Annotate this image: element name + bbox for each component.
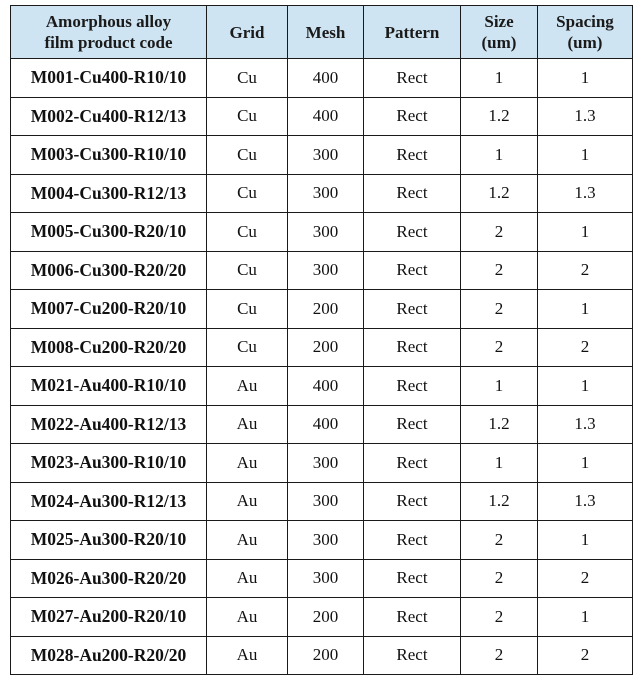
cell-pattern: Rect	[364, 444, 461, 483]
header-spacing	[538, 6, 633, 59]
cell-grid: Cu	[207, 251, 288, 290]
cell-spacing: 1	[538, 444, 633, 483]
cell-grid: Au	[207, 636, 288, 675]
table-row	[11, 328, 633, 367]
cell-mesh: 300	[288, 444, 364, 483]
cell-product-code: M022-Au400-R12/13	[11, 405, 207, 444]
cell-spacing: 2	[538, 636, 633, 675]
cell-size: 1.2	[461, 97, 538, 136]
cell-spacing: 1.3	[538, 174, 633, 213]
table-row	[11, 482, 633, 521]
cell-pattern: Rect	[364, 251, 461, 290]
cell-size: 2	[461, 559, 538, 598]
cell-pattern: Rect	[364, 213, 461, 252]
cell-size: 2	[461, 521, 538, 560]
cell-product-code: M028-Au200-R20/20	[11, 636, 207, 675]
cell-spacing: 1	[538, 367, 633, 406]
cell-spacing: 2	[538, 559, 633, 598]
cell-mesh: 400	[288, 367, 364, 406]
cell-grid: Au	[207, 405, 288, 444]
cell-size: 2	[461, 290, 538, 329]
header-size-line1: Size	[484, 12, 514, 31]
cell-grid: Cu	[207, 136, 288, 175]
table-row	[11, 59, 633, 98]
cell-pattern: Rect	[364, 290, 461, 329]
cell-size: 1.2	[461, 405, 538, 444]
cell-size: 1	[461, 367, 538, 406]
cell-mesh: 300	[288, 136, 364, 175]
header-spacing-line1: Spacing	[556, 12, 614, 31]
cell-size: 1.2	[461, 174, 538, 213]
cell-product-code: M003-Cu300-R10/10	[11, 136, 207, 175]
cell-size: 2	[461, 636, 538, 675]
cell-product-code: M008-Cu200-R20/20	[11, 328, 207, 367]
cell-size: 1.2	[461, 482, 538, 521]
table-row	[11, 521, 633, 560]
table-row	[11, 405, 633, 444]
cell-grid: Cu	[207, 328, 288, 367]
cell-product-code: M025-Au300-R20/10	[11, 521, 207, 560]
cell-pattern: Rect	[364, 328, 461, 367]
cell-pattern: Rect	[364, 482, 461, 521]
table-header	[11, 6, 633, 59]
cell-spacing: 1.3	[538, 405, 633, 444]
cell-mesh: 200	[288, 636, 364, 675]
cell-mesh: 200	[288, 290, 364, 329]
table-row	[11, 251, 633, 290]
cell-product-code: M021-Au400-R10/10	[11, 367, 207, 406]
cell-size: 1	[461, 136, 538, 175]
cell-mesh: 300	[288, 521, 364, 560]
table-row	[11, 213, 633, 252]
cell-product-code: M027-Au200-R20/10	[11, 598, 207, 637]
cell-pattern: Rect	[364, 521, 461, 560]
cell-pattern: Rect	[364, 598, 461, 637]
cell-grid: Au	[207, 559, 288, 598]
table-row	[11, 367, 633, 406]
table-row	[11, 636, 633, 675]
table-row	[11, 290, 633, 329]
table-row	[11, 97, 633, 136]
cell-grid: Cu	[207, 290, 288, 329]
cell-size: 2	[461, 598, 538, 637]
table-row	[11, 444, 633, 483]
cell-mesh: 200	[288, 328, 364, 367]
cell-product-code: M023-Au300-R10/10	[11, 444, 207, 483]
header-product-code	[11, 6, 207, 59]
cell-grid: Cu	[207, 59, 288, 98]
cell-mesh: 400	[288, 405, 364, 444]
cell-size: 2	[461, 213, 538, 252]
cell-size: 2	[461, 328, 538, 367]
cell-spacing: 2	[538, 251, 633, 290]
cell-grid: Au	[207, 367, 288, 406]
cell-grid: Au	[207, 521, 288, 560]
cell-size: 1	[461, 444, 538, 483]
cell-spacing: 1	[538, 598, 633, 637]
cell-grid: Au	[207, 482, 288, 521]
cell-spacing: 1.3	[538, 482, 633, 521]
cell-mesh: 200	[288, 598, 364, 637]
cell-product-code: M024-Au300-R12/13	[11, 482, 207, 521]
cell-pattern: Rect	[364, 59, 461, 98]
cell-product-code: M026-Au300-R20/20	[11, 559, 207, 598]
cell-spacing: 1	[538, 136, 633, 175]
cell-grid: Cu	[207, 213, 288, 252]
table-row	[11, 174, 633, 213]
header-pattern: Pattern	[364, 6, 461, 59]
cell-pattern: Rect	[364, 559, 461, 598]
table-body	[11, 59, 633, 675]
cell-grid: Cu	[207, 97, 288, 136]
cell-grid: Au	[207, 598, 288, 637]
cell-pattern: Rect	[364, 136, 461, 175]
cell-pattern: Rect	[364, 97, 461, 136]
table-row	[11, 136, 633, 175]
cell-pattern: Rect	[364, 367, 461, 406]
cell-spacing: 2	[538, 328, 633, 367]
cell-product-code: M001-Cu400-R10/10	[11, 59, 207, 98]
header-spacing-line2: (um)	[567, 33, 603, 52]
cell-spacing: 1	[538, 290, 633, 329]
cell-grid: Cu	[207, 174, 288, 213]
cell-product-code: M007-Cu200-R20/10	[11, 290, 207, 329]
header-mesh: Mesh	[288, 6, 364, 59]
cell-pattern: Rect	[364, 636, 461, 675]
cell-spacing: 1	[538, 213, 633, 252]
cell-mesh: 300	[288, 251, 364, 290]
header-size-line2: (um)	[481, 33, 517, 52]
cell-grid: Au	[207, 444, 288, 483]
cell-spacing: 1	[538, 521, 633, 560]
table-row	[11, 559, 633, 598]
table-row	[11, 598, 633, 637]
cell-mesh: 400	[288, 97, 364, 136]
cell-size: 2	[461, 251, 538, 290]
header-product-code-line2: film product code	[44, 33, 173, 52]
cell-product-code: M006-Cu300-R20/20	[11, 251, 207, 290]
cell-spacing: 1	[538, 59, 633, 98]
cell-product-code: M004-Cu300-R12/13	[11, 174, 207, 213]
cell-product-code: M002-Cu400-R12/13	[11, 97, 207, 136]
cell-spacing: 1.3	[538, 97, 633, 136]
cell-mesh: 300	[288, 174, 364, 213]
header-product-code-line1: Amorphous alloy	[45, 12, 172, 31]
cell-size: 1	[461, 59, 538, 98]
header-size	[461, 6, 538, 59]
cell-mesh: 300	[288, 213, 364, 252]
cell-pattern: Rect	[364, 174, 461, 213]
header-row	[11, 6, 633, 59]
cell-mesh: 400	[288, 59, 364, 98]
cell-mesh: 300	[288, 559, 364, 598]
cell-product-code: M005-Cu300-R20/10	[11, 213, 207, 252]
cell-mesh: 300	[288, 482, 364, 521]
header-grid: Grid	[207, 6, 288, 59]
product-spec-table	[10, 5, 633, 675]
cell-pattern: Rect	[364, 405, 461, 444]
